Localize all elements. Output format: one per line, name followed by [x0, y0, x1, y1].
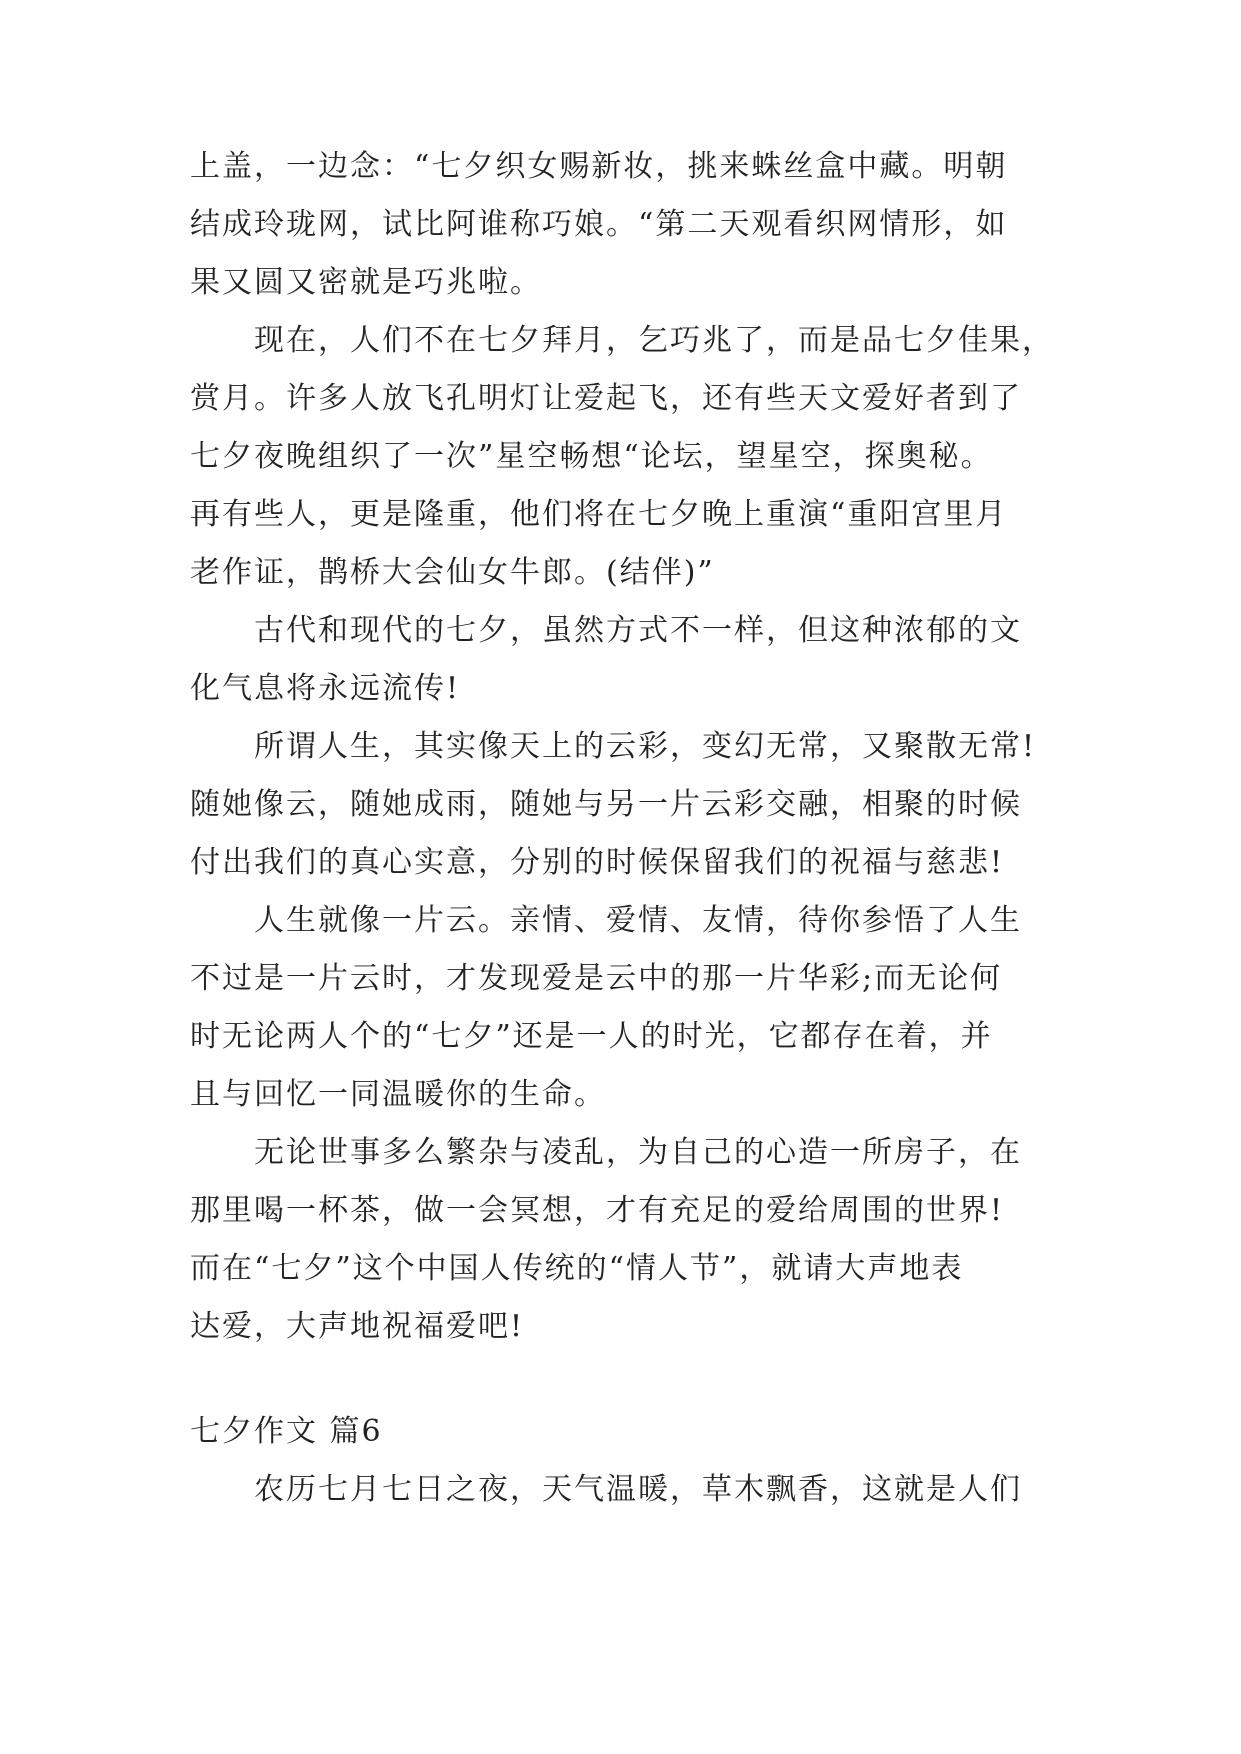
text-line: 那里喝一杯茶，做一会冥想，才有充足的爱给周围的世界! [190, 1193, 1005, 1228]
text-line: 上盖，一边念：“七夕织女赐新妆，挑来蛛丝盒中藏。明朝 [190, 149, 1008, 184]
text-line: 赏月。许多人放飞孔明灯让爱起飞，还有些天文爱好者到了 [190, 381, 1022, 416]
text-line: 时无论两人个的“七夕”还是一人的时光，它都存在着，并 [190, 1019, 993, 1054]
text-line: 随她像云，随她成雨，随她与另一片云彩交融，相聚的时候 [190, 787, 1022, 822]
text-line: 老作证，鹊桥大会仙女牛郎。(结伴)” [190, 555, 715, 590]
text-line: 化气息将永远流传! [190, 671, 461, 706]
text-line: 达爱，大声地祝福爱吧! [190, 1309, 525, 1344]
text-line: 再有些人，更是隆重，他们将在七夕晚上重演“重阳宫里月 [190, 497, 1008, 532]
text-line: 果又圆又密就是巧兆啦。 [190, 265, 542, 300]
paragraph-start-line: 现在，人们不在七夕拜月，乞巧兆了，而是品七夕佳果， [254, 323, 1054, 358]
paragraph-start-line: 农历七月七日之夜，天气温暖，草木飘香，这就是人们 [254, 1472, 1022, 1507]
text-line: 结成玲珑网，试比阿谁称巧娘。“第二天观看织网情形，如 [190, 207, 1008, 242]
paragraph-start-line: 无论世事多么繁杂与凌乱，为自己的心造一所房子，在 [254, 1135, 1022, 1170]
text-line: 且与回忆一同温暖你的生命。 [190, 1077, 606, 1112]
section-heading: 七夕作文 篇6 [190, 1414, 383, 1449]
paragraph-start-line: 古代和现代的七夕，虽然方式不一样，但这种浓郁的文 [254, 613, 1022, 648]
text-line: 不过是一片云时，才发现爱是云中的那一片华彩;而无论何 [190, 961, 1003, 996]
text-line: 付出我们的真心实意，分别的时候保留我们的祝福与慈悲! [190, 845, 1005, 880]
paragraph-start-line: 所谓人生，其实像天上的云彩，变幻无常，又聚散无常! [254, 729, 1037, 764]
text-line: 七夕夜晚组织了一次”星空畅想“论坛，望星空，探奥秘。 [190, 439, 993, 474]
text-line: 而在“七夕”这个中国人传统的“情人节”，就请大声地表 [190, 1251, 964, 1286]
paragraph-start-line: 人生就像一片云。亲情、爱情、友情，待你参悟了人生 [254, 903, 1022, 938]
